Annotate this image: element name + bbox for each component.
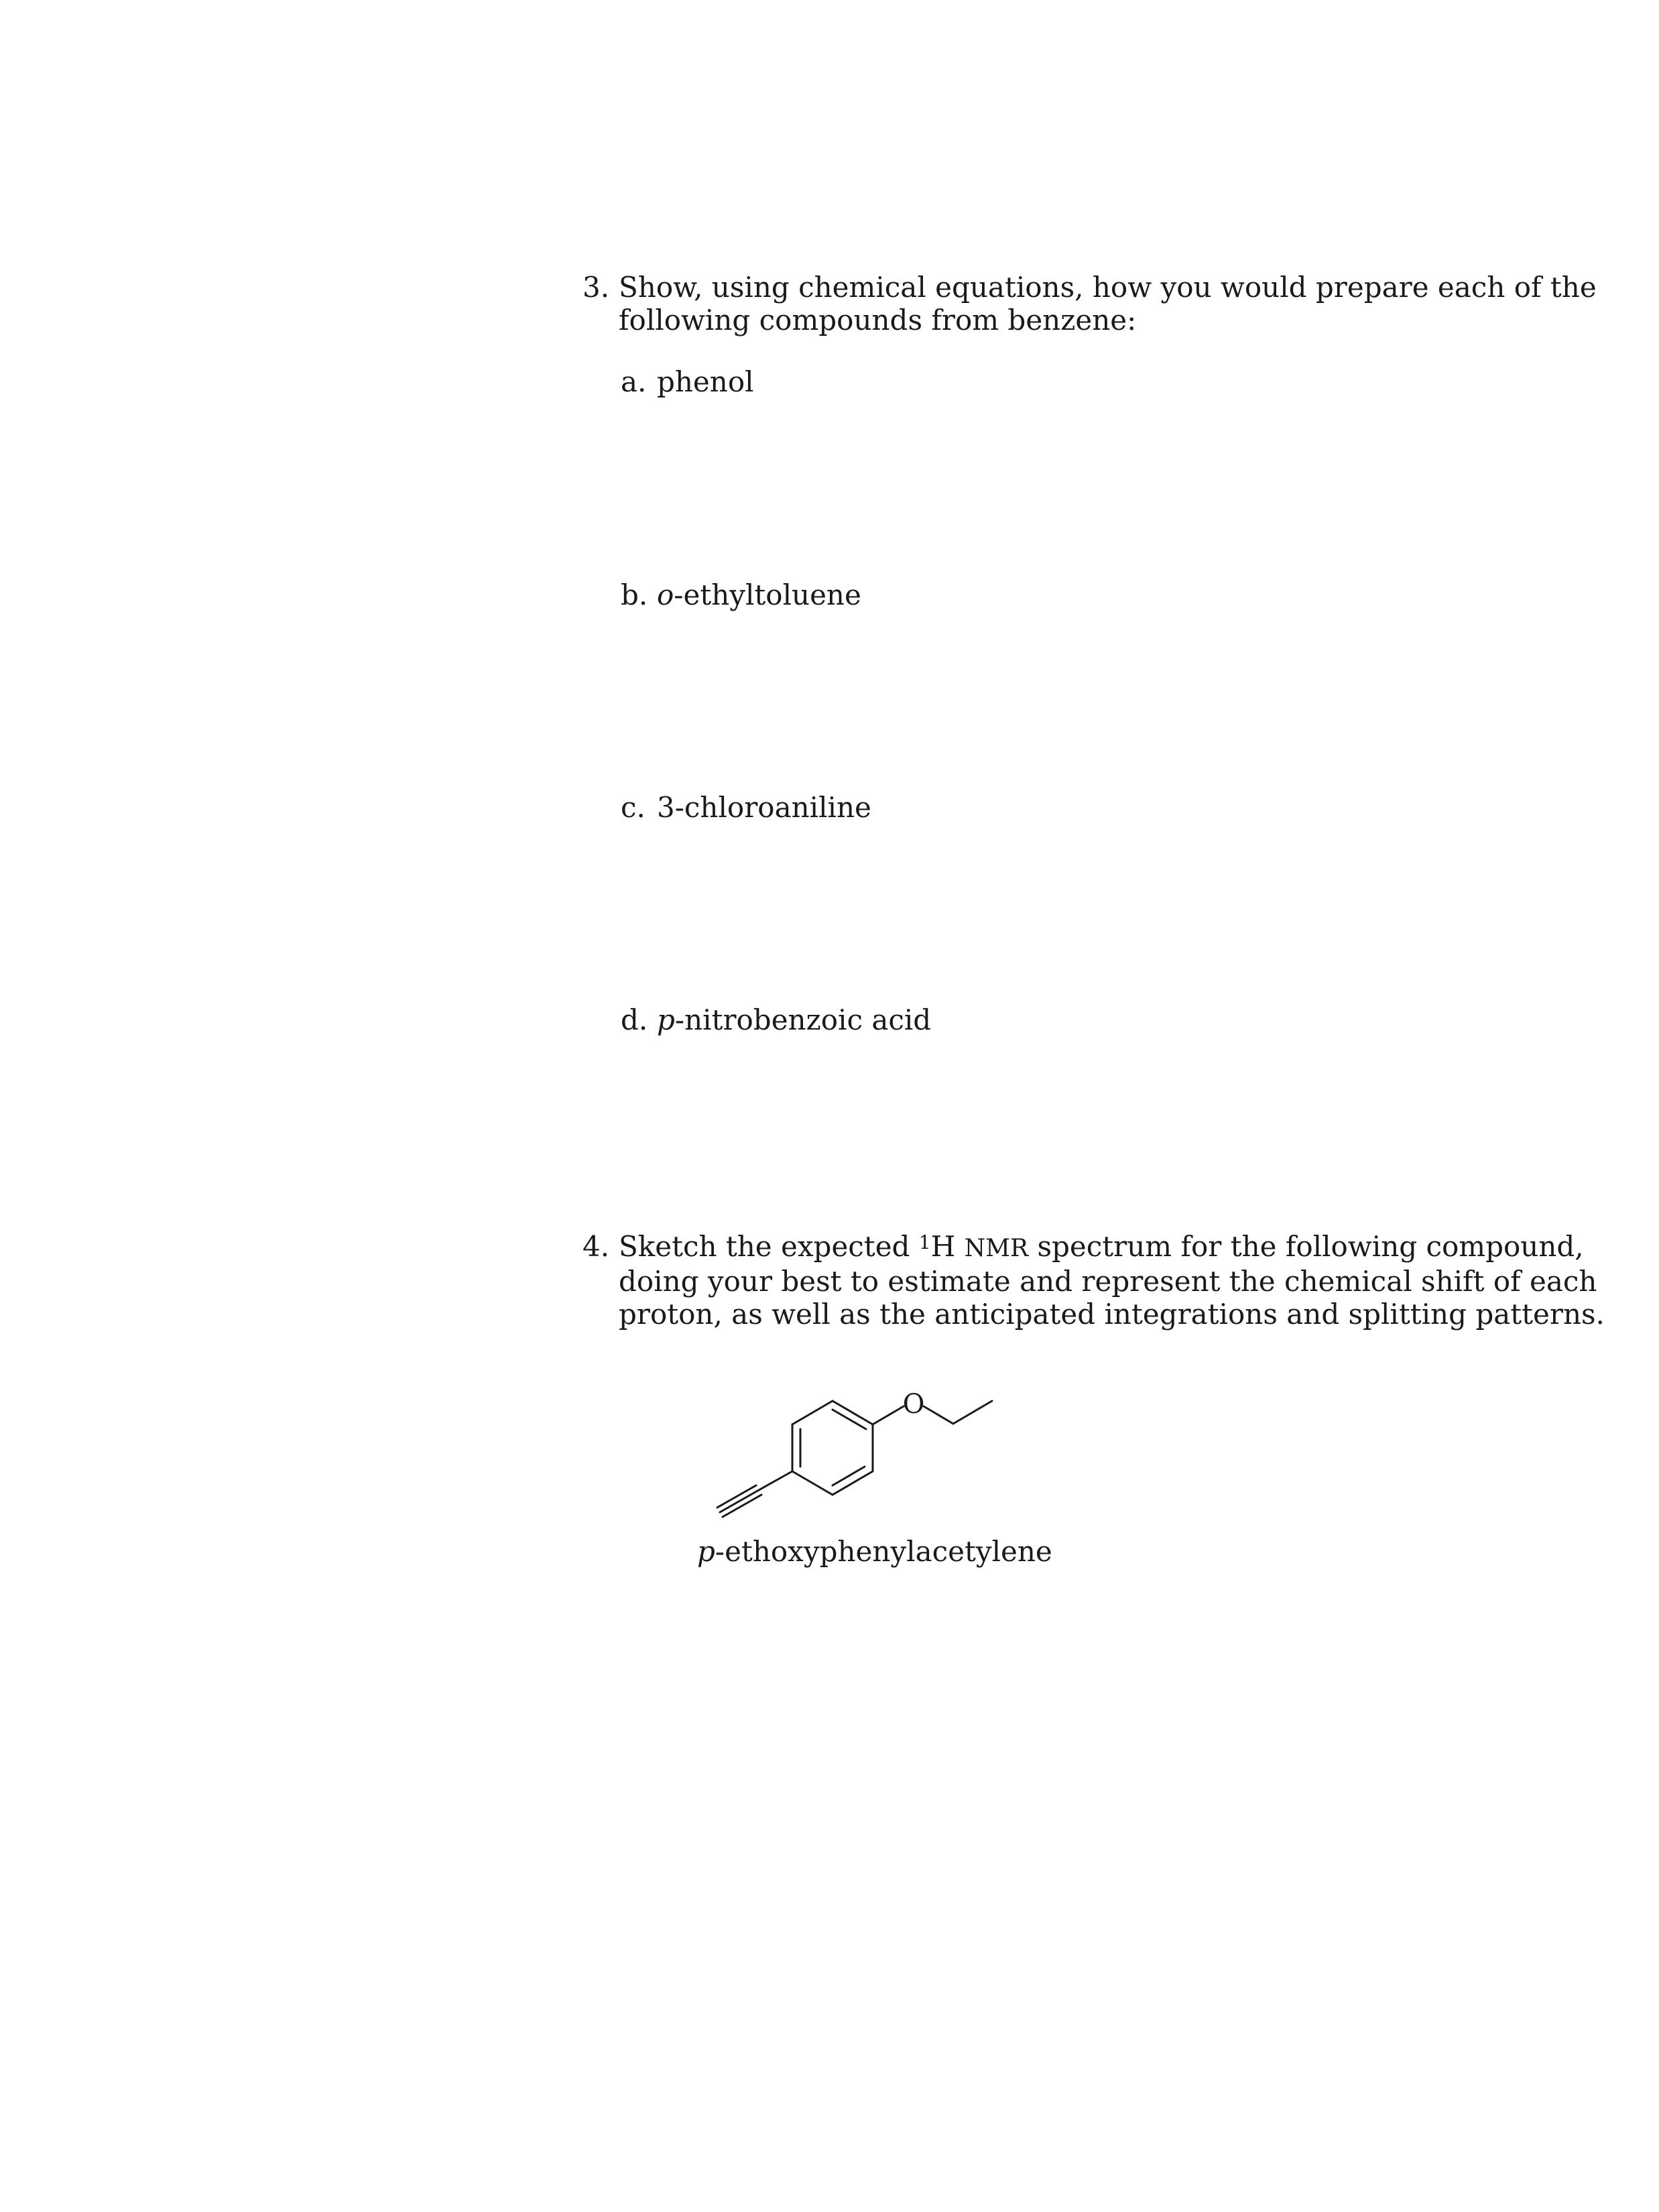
item-label: c.: [621, 791, 646, 824]
question-4-number: 4.: [582, 1230, 610, 1263]
ethoxy-group: [873, 1401, 992, 1424]
item-text: phenol: [657, 365, 754, 398]
question-4-line-1: [619, 1230, 1584, 1265]
question-3b: [621, 578, 861, 611]
question-3-line-2: following compounds from benzene:: [619, 304, 1137, 336]
question-4-prompt: [619, 1230, 1605, 1331]
question-3a: [621, 365, 754, 398]
alkyne-group: [717, 1471, 792, 1517]
question-4-line-2: doing your best to estimate and represent the chemical shift of each: [619, 1265, 1597, 1298]
question-4-line-1-end: spectrum for the following compound,: [1028, 1230, 1584, 1263]
item-text: 3-chloroaniline: [657, 791, 871, 824]
item-text: -nitrobenzoic acid: [674, 1003, 932, 1036]
question-3d: [621, 1003, 931, 1036]
chemical-structure-diagram: [690, 1361, 1039, 1528]
nucleus-symbol: H: [930, 1230, 956, 1263]
question-3-line-1: Show, using chemical equations, how you would prepare each of the: [619, 271, 1597, 304]
item-prefix: o: [657, 578, 674, 611]
item-text: -ethyltoluene: [674, 578, 861, 611]
caption-prefix: p: [697, 1535, 715, 1568]
structure-caption: [697, 1535, 1052, 1568]
oxygen-atom-label: O: [902, 1389, 925, 1420]
question-3-prompt: [619, 271, 1597, 336]
item-label: b.: [621, 578, 648, 611]
benzene-ring: [792, 1401, 873, 1495]
technique-abbrev: NMR: [964, 1235, 1029, 1262]
question-4-line-3: proton, as well as the anticipated integrations and splitting patterns.: [619, 1298, 1605, 1331]
question-3-number: 3.: [582, 271, 610, 304]
caption-text: -ethoxyphenylacetylene: [715, 1535, 1052, 1568]
question-3c: [621, 791, 871, 824]
nucleus-mass-number: 1: [918, 1231, 931, 1253]
item-prefix: p: [657, 1003, 675, 1036]
question-4-line-1-start: Sketch the expected: [619, 1230, 919, 1263]
item-label: a.: [621, 365, 647, 398]
item-label: d.: [621, 1003, 648, 1036]
